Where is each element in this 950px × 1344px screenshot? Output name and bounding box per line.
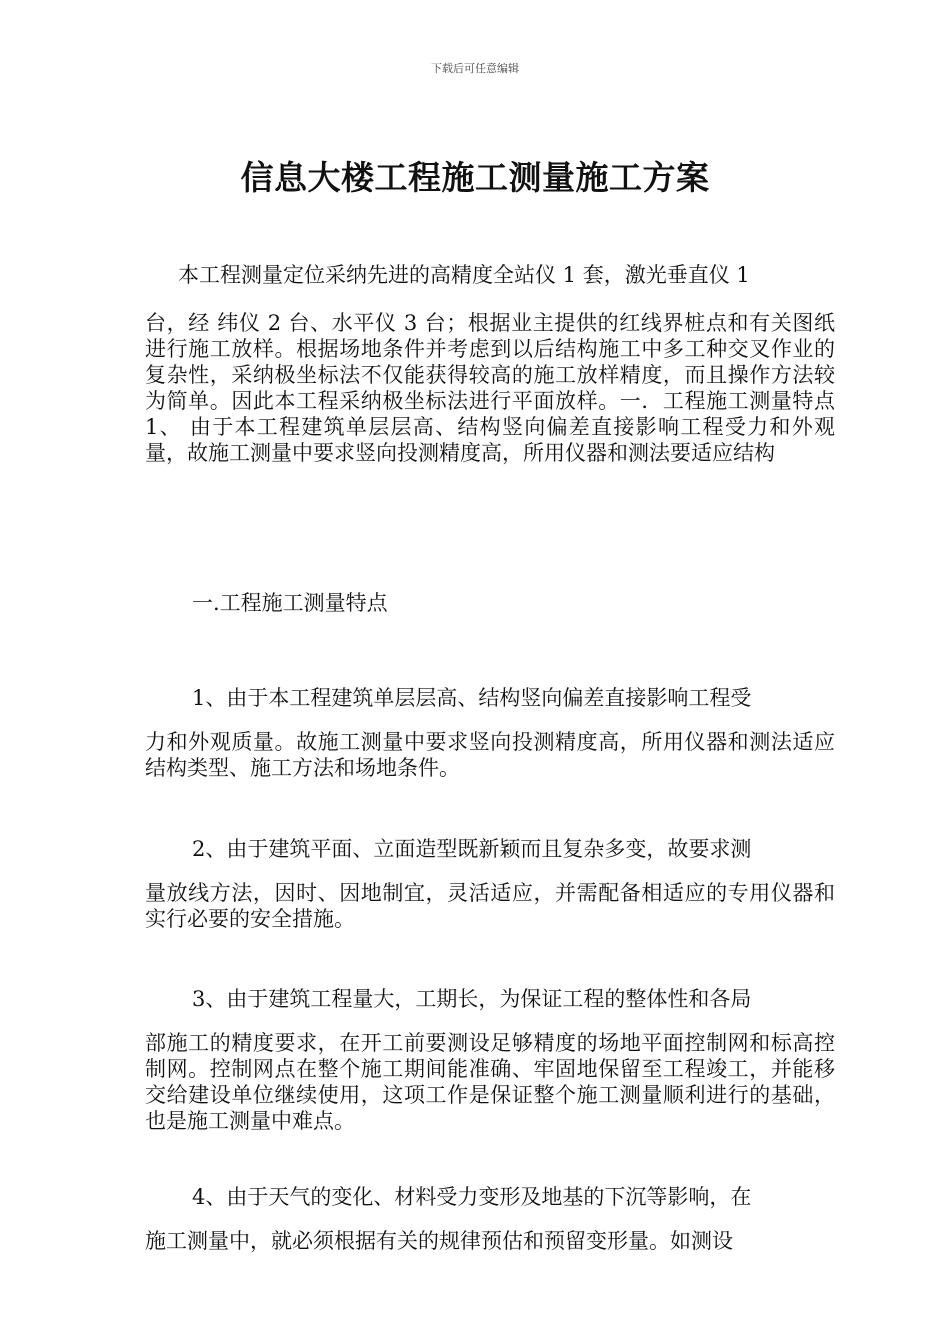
list-item-rest: 量放线方法，因时、因地制宜，灵活适应，并需配备相适应的专用仪器和实行必要的安全措施。 — [145, 881, 835, 931]
intro-paragraph — [145, 262, 835, 466]
list-item-rest: 施工测量中，就必须根据有关的规律预估和预留变形量。如测设 — [145, 1229, 733, 1253]
list-item — [145, 685, 835, 781]
list-item-rest: 部施工的精度要求，在开工前要测设足够精度的场地平面控制网和标高控制网。控制网点在整个施工期间能准确、牢固地保留至工程竣工，并能移交给建设单位继续使用，这项工作是保证整个施工测量顺利进行的基础，也是施工测量中难点。 — [145, 1031, 835, 1133]
list-item — [145, 836, 835, 932]
list-item — [145, 1184, 835, 1254]
list-item-first-line: 4、由于天气的变化、材料受力变形及地基的下沉等影响，在 — [192, 1185, 752, 1209]
intro-line-1: 本工程测量定位采纳先进的高精度全站仪 1 套，激光垂直仪 1 — [178, 263, 750, 287]
intro-line-2: 台，经 纬仪 2 台、水平仪 3 台；根据业主提供的红线界桩点和有关图纸进行施工放样。根据场地条件并考虑到以后结构施工中多工种交叉作业的复杂性，采纳极坐标法不仅能获得较高的施工放样精度，而且操作方法较为简单。因此本工程采纳极坐标法进行平面放样。一．工程施工测量特点 1、 由于本工程建筑单层层高、结构竖向偏差直接影响工程受力和外观量，故施工测量中要求竖向投测精度高，所用仪器和测法要适应结构 — [145, 311, 835, 465]
page-header-note: 下载后可任意编辑 — [431, 62, 519, 75]
list-item-first-line: 1、由于本工程建筑单层层高、结构竖向偏差直接影响工程受 — [192, 686, 752, 710]
list-item-first-line: 3、由于建筑工程量大，工期长，为保证工程的整体性和各局 — [192, 987, 752, 1011]
section-heading: 一.工程施工测量特点 — [192, 591, 388, 615]
list-item — [145, 986, 835, 1134]
list-item-first-line: 2、由于建筑平面、立面造型既新颖而且复杂多变，故要求测 — [192, 837, 752, 861]
document-title: 信息大楼工程施工测量施工方案 — [240, 158, 710, 197]
list-item-rest: 力和外观质量。故施工测量中要求竖向投测精度高，所用仪器和测法适应结构类型、施工方法和场地条件。 — [145, 730, 835, 780]
